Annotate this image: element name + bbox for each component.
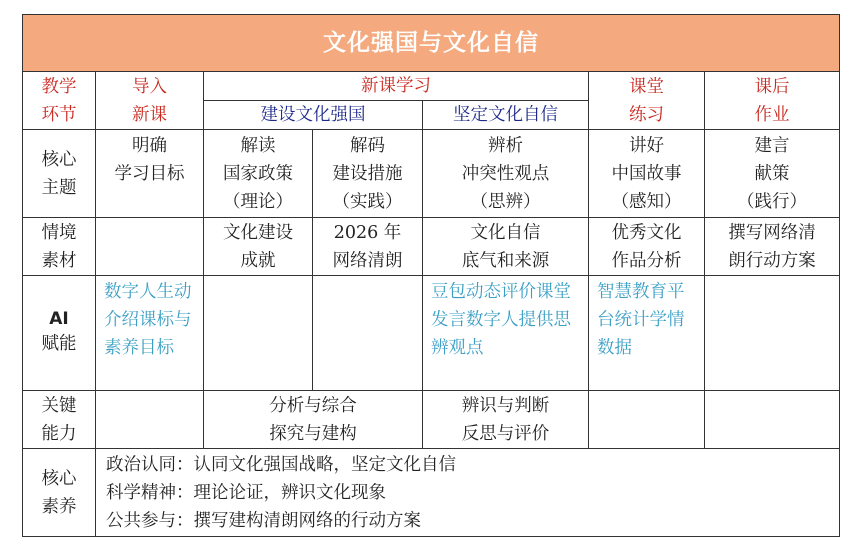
row-ai bbox=[23, 276, 840, 391]
cell-ai-2 bbox=[204, 276, 313, 391]
literacy-line-2: 科学精神：理论论证，辨识文化现象 bbox=[106, 482, 386, 503]
header-ketang: 课堂 练习 bbox=[589, 72, 705, 130]
row-key-ability bbox=[23, 391, 840, 449]
row-context bbox=[23, 218, 840, 276]
cell-theme-2: 解读 国家政策 （理论） bbox=[204, 130, 313, 218]
header-row-1 bbox=[23, 72, 840, 101]
row-core-literacy bbox=[23, 449, 840, 537]
cell-context-5: 优秀文化 作品分析 bbox=[589, 218, 705, 276]
cell-context-2: 文化建设 成就 bbox=[204, 218, 313, 276]
header-kehou: 课后 作业 bbox=[705, 72, 840, 130]
cell-ability-6 bbox=[705, 391, 840, 449]
lesson-plan-table bbox=[22, 14, 840, 537]
label-key-ability: 关键 能力 bbox=[23, 391, 96, 449]
header-jianshe: 建设文化强国 bbox=[204, 101, 423, 130]
cell-theme-1: 明确 学习目标 bbox=[96, 130, 204, 218]
cell-context-6: 撰写网络清 朗行动方案 bbox=[705, 218, 840, 276]
cell-ai-1: 数字人生动介绍课标与素养目标 bbox=[96, 276, 204, 391]
literacy-line-3: 公共参与：撰写建构清朗网络的行动方案 bbox=[106, 510, 421, 531]
header-xinke: 新课学习 bbox=[204, 72, 589, 101]
cell-context-4: 文化自信 底气和来源 bbox=[423, 218, 589, 276]
cell-theme-5: 讲好 中国故事 （感知） bbox=[589, 130, 705, 218]
cell-ability-4: 辨识与判断 反思与评价 bbox=[423, 391, 589, 449]
cell-context-3: 2026 年 网络清朗 bbox=[313, 218, 423, 276]
label-core-theme: 核心 主题 bbox=[23, 130, 96, 218]
cell-theme-3: 解码 建设措施 （实践） bbox=[313, 130, 423, 218]
cell-ai-5: 智慧教育平台统计学情数据 bbox=[589, 276, 705, 391]
table-title: 文化强国与文化自信 bbox=[23, 15, 840, 72]
header-jiaoxue: 教学 环节 bbox=[23, 72, 96, 130]
header-daoru: 导入 新课 bbox=[96, 72, 204, 130]
cell-ai-3 bbox=[313, 276, 423, 391]
cell-ability-5 bbox=[589, 391, 705, 449]
title-row bbox=[23, 15, 840, 72]
cell-theme-6: 建言 献策 （践行） bbox=[705, 130, 840, 218]
cell-ai-4: 豆包动态评价课堂发言数字人提供思辨观点 bbox=[423, 276, 589, 391]
cell-ability-23: 分析与综合 探究与建构 bbox=[204, 391, 423, 449]
cell-context-1 bbox=[96, 218, 204, 276]
cell-ability-1 bbox=[96, 391, 204, 449]
label-ai: AI 赋能 bbox=[23, 276, 96, 391]
cell-theme-4: 辨析 冲突性观点 （思辨） bbox=[423, 130, 589, 218]
label-core-literacy: 核心 素养 bbox=[23, 449, 96, 537]
label-context: 情境 素材 bbox=[23, 218, 96, 276]
literacy-line-1: 政治认同：认同文化强国战略，坚定文化自信 bbox=[106, 454, 456, 475]
cell-ai-6 bbox=[705, 276, 840, 391]
row-core-theme bbox=[23, 130, 840, 218]
header-jianding: 坚定文化自信 bbox=[423, 101, 589, 130]
cell-core-literacy bbox=[96, 449, 840, 537]
